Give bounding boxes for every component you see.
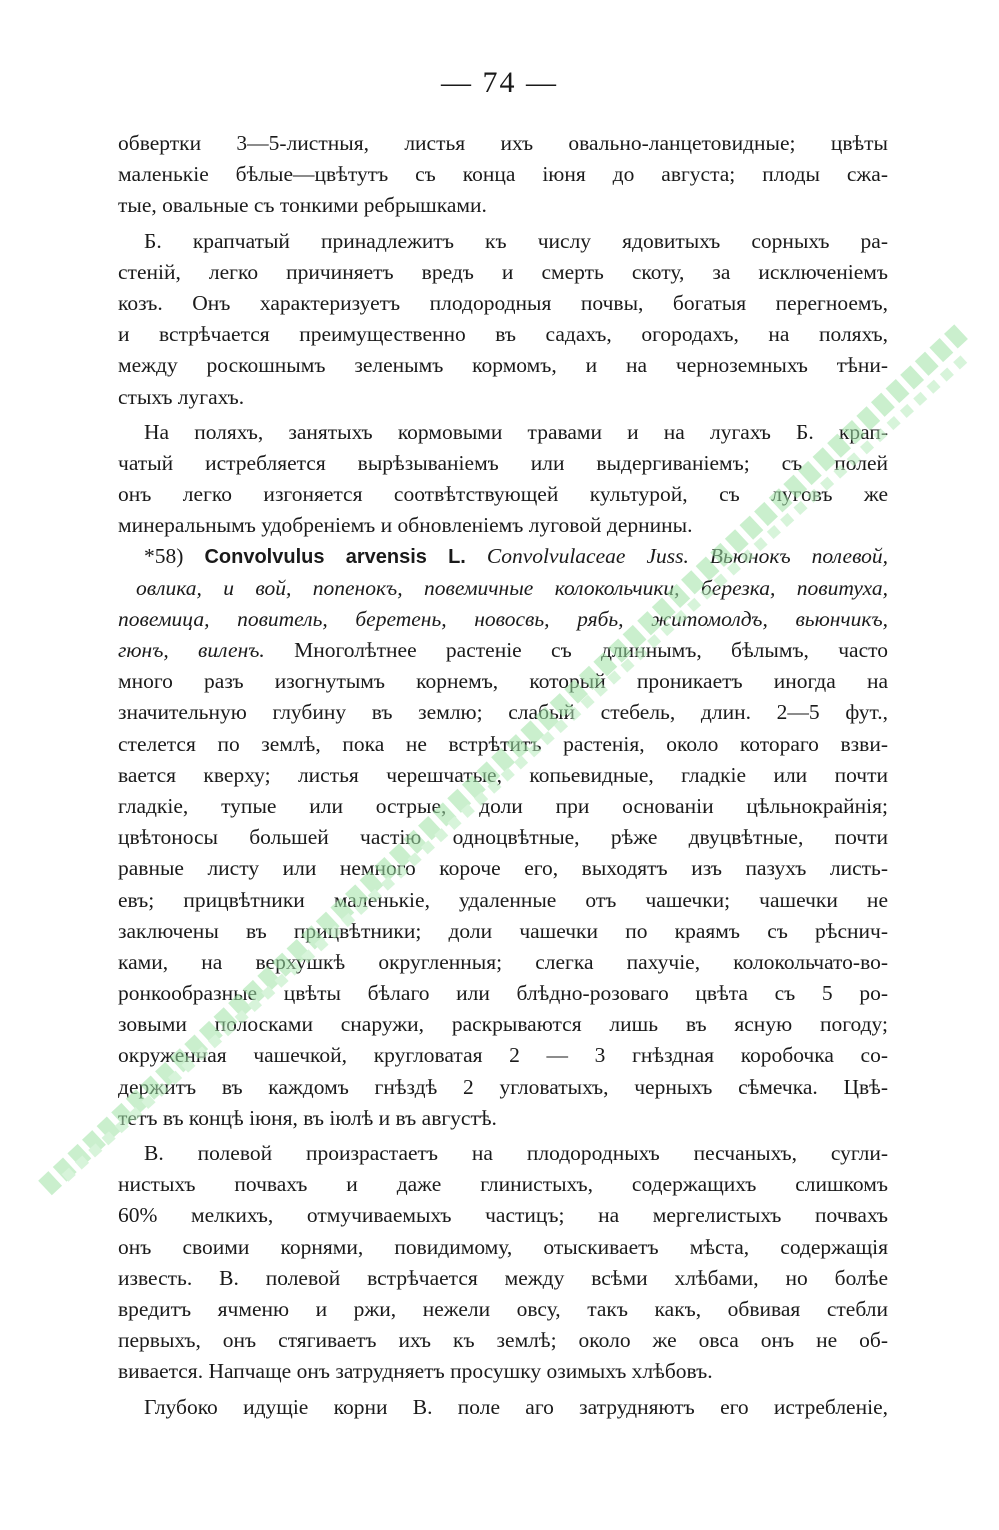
text-line: много разъ изогнутымъ корнемъ, который проникаетъ иногда на (118, 669, 888, 694)
entry-number: *58) (144, 544, 184, 569)
text-line: овлика, и вой, попенокъ, повемичные колокольчики, березка, повитуха, (136, 575, 888, 600)
text-line: повемица, повитель, беретень, новосвь, рябь, житомолдъ, вьюнчикъ, (118, 606, 888, 631)
text-line: и встрѣчается преимущественно въ садахъ, огородахъ, на поляхъ, (118, 322, 888, 347)
text-line: цвѣтоносы большей частію одноцвѣтные, рѣже двуцвѣтные, почти (118, 825, 888, 850)
family-name: Convolvulaceae Juss. (486, 544, 689, 569)
page-body (118, 128, 888, 1423)
text-line: обвертки 3—5-листныя, листья ихъ овально-ланцетовидные; цвѣты (118, 131, 888, 155)
text-line: окруженная чашечкой, кругловатая 2 — 3 гнѣздная коробочка со- (118, 1043, 888, 1068)
text-line: первыхъ, онъ стягиваетъ ихъ къ землѣ; около же овса онъ не об- (118, 1328, 888, 1353)
text-line: равные листу или немного короче его, выходятъ изъ пазухъ листь- (118, 856, 888, 881)
text-line: вивается. Напчаще онъ затрудняетъ просушку озимыхъ хлѣбовъ. (118, 1359, 713, 1384)
text-line: стелется по землѣ, пока не встрѣтитъ растенія, около котораго взви- (118, 731, 888, 756)
description-start: Многолѣтнее растеніе съ длиннымъ, бѣлымъ, часто (294, 638, 888, 662)
text-line: держитъ въ каждомъ гнѣздѣ 2 угловатыхъ, черныхъ сѣмечка. Цвѣ- (118, 1074, 888, 1099)
text-line: значительную глубину въ землю; слабый стебель, длин. 2—5 фут., (118, 700, 888, 725)
text-line: вредитъ ячменю и ржи, нежели овсу, такъ какъ, обвивая стебли (118, 1296, 888, 1321)
page-number: — 74 — (441, 66, 558, 99)
text-line: известь. В. полевой встрѣчается между всѣми хлѣбами, но болѣе (118, 1265, 888, 1290)
text-line: онъ легко изгоняется соотвѣтствующей культурой, съ луговъ же (118, 482, 888, 507)
russian-name: Вьюнокъ полевой, (709, 544, 888, 569)
text-line: Б. крапчатый принадлежитъ къ числу ядовитыхъ сорныхъ ра- (144, 228, 888, 253)
text-line: нистыхъ почвахъ и даже глинистыхъ, содержащихъ слишкомъ (118, 1172, 888, 1197)
text-line: вается кверху; листья черешчатые, копьевидные, гладкіе или почти (118, 762, 888, 787)
latin-name: Convolvulus arvensis L. (204, 546, 466, 569)
text-line: Глубоко идущіе корни В. поле аго затрудняютъ его истребленіе, (144, 1394, 888, 1419)
text-line: козъ. Онъ характеризуетъ плодородныя почвы, богатыя перегноемъ, (118, 290, 888, 315)
text-line: На поляхъ, занятыхъ кормовыми травами и на лугахъ Б. крап- (144, 419, 888, 444)
text-line: В. полевой произрастаетъ на плодородныхъ песчаныхъ, сугли- (144, 1141, 888, 1165)
text-line: между роскошнымъ зеленымъ кормомъ, и на черноземныхъ тѣни- (118, 353, 888, 378)
entry-heading (118, 541, 888, 572)
text-line: ками, на верхушкѣ округленныя; слегка пахучіе, колокольчато-во- (118, 949, 888, 974)
text-line: минеральнымъ удобреніемъ и обновленіемъ луговой дернины. (118, 513, 693, 538)
text-line: зовыми полосками снаружи, раскрываются лишь въ ясную погоду; (118, 1012, 888, 1037)
text-line: стыхъ лугахъ. (118, 384, 245, 409)
text-line: ронкообразные цвѣты бѣлаго или блѣдно-розоваго цвѣта съ 5 ро- (118, 981, 888, 1006)
text-line: 60% мелкихъ, отмучиваемыхъ частицъ; на мергелистыхъ почвахъ (118, 1203, 888, 1228)
text-line: чатый истребляется вырѣзываніемъ или выдергиваніемъ; съ полей (118, 450, 888, 475)
text-line: евъ; прицвѣтники маленькіе, удаленные отъ чашечки; чашечки не (118, 887, 888, 912)
text-line-mixed (118, 635, 888, 666)
text-line: тетъ въ концѣ іюня, въ іюлѣ и въ августѣ. (118, 1105, 497, 1130)
text-line: тые, овальные съ тонкими ребрышками. (118, 193, 487, 218)
text-line: онъ своими корнями, повидимому, отыскиваетъ мѣста, содержащія (118, 1234, 888, 1259)
text-line: стеній, легко причиняетъ вредъ и смерть скоту, за исключеніемъ (118, 259, 888, 284)
text-line: маленькіе бѣлые—цвѣтутъ съ конца іюня до августа; плоды сжа- (118, 162, 888, 187)
text-line: гладкіе, тупые или острые, доли при основаніи цѣльнокрайнія; (118, 793, 888, 818)
text-line: заключены въ прицвѣтники; доли чашечки по краямъ съ рѣснич- (118, 918, 888, 943)
vernacular-names-end: гюнъ, виленъ. (118, 638, 265, 662)
